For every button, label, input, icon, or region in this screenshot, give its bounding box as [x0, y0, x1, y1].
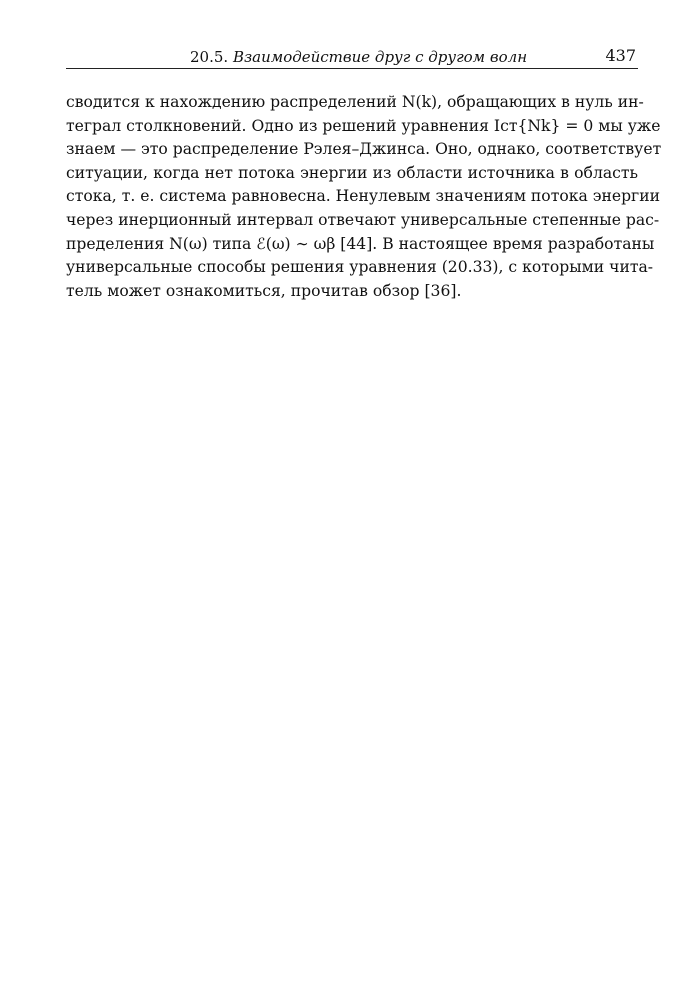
text-line: универсальные способы решения уравнения (20.33), с которыми чита- [66, 258, 654, 277]
text-line: стока, т. е. система равновесна. Ненулевым значениям потока энергии [66, 187, 661, 206]
running-head [66, 46, 638, 69]
text-line: знаем — это распределение Рэлея–Джинса. Оно, однако, соответствует [66, 140, 662, 159]
section-title: Взаимодействие друг с другом волн [232, 48, 528, 66]
text-line: ситуации, когда нет потока энергии из области источника в область [66, 163, 638, 182]
section-number: 20.5. [190, 48, 229, 66]
text-line: через инерционный интервал отвечают универсальные степенные рас- [66, 210, 660, 229]
running-title [190, 48, 527, 66]
page-number: 437 [605, 46, 636, 65]
text-line: тель может ознакомиться, прочитав обзор [36]. [66, 281, 462, 300]
text-line: теграл столкновений. Одно из решений уравнения Iст{Nk} = 0 мы уже [66, 116, 661, 135]
body-paragraph [66, 91, 662, 303]
text-line: сводится к нахождению распределений N(k), обращающих в нуль ин- [66, 93, 644, 111]
text-line: пределения N(ω) типа ℰ(ω) ∼ ωβ [44]. В настоящее время разработаны [66, 234, 655, 253]
